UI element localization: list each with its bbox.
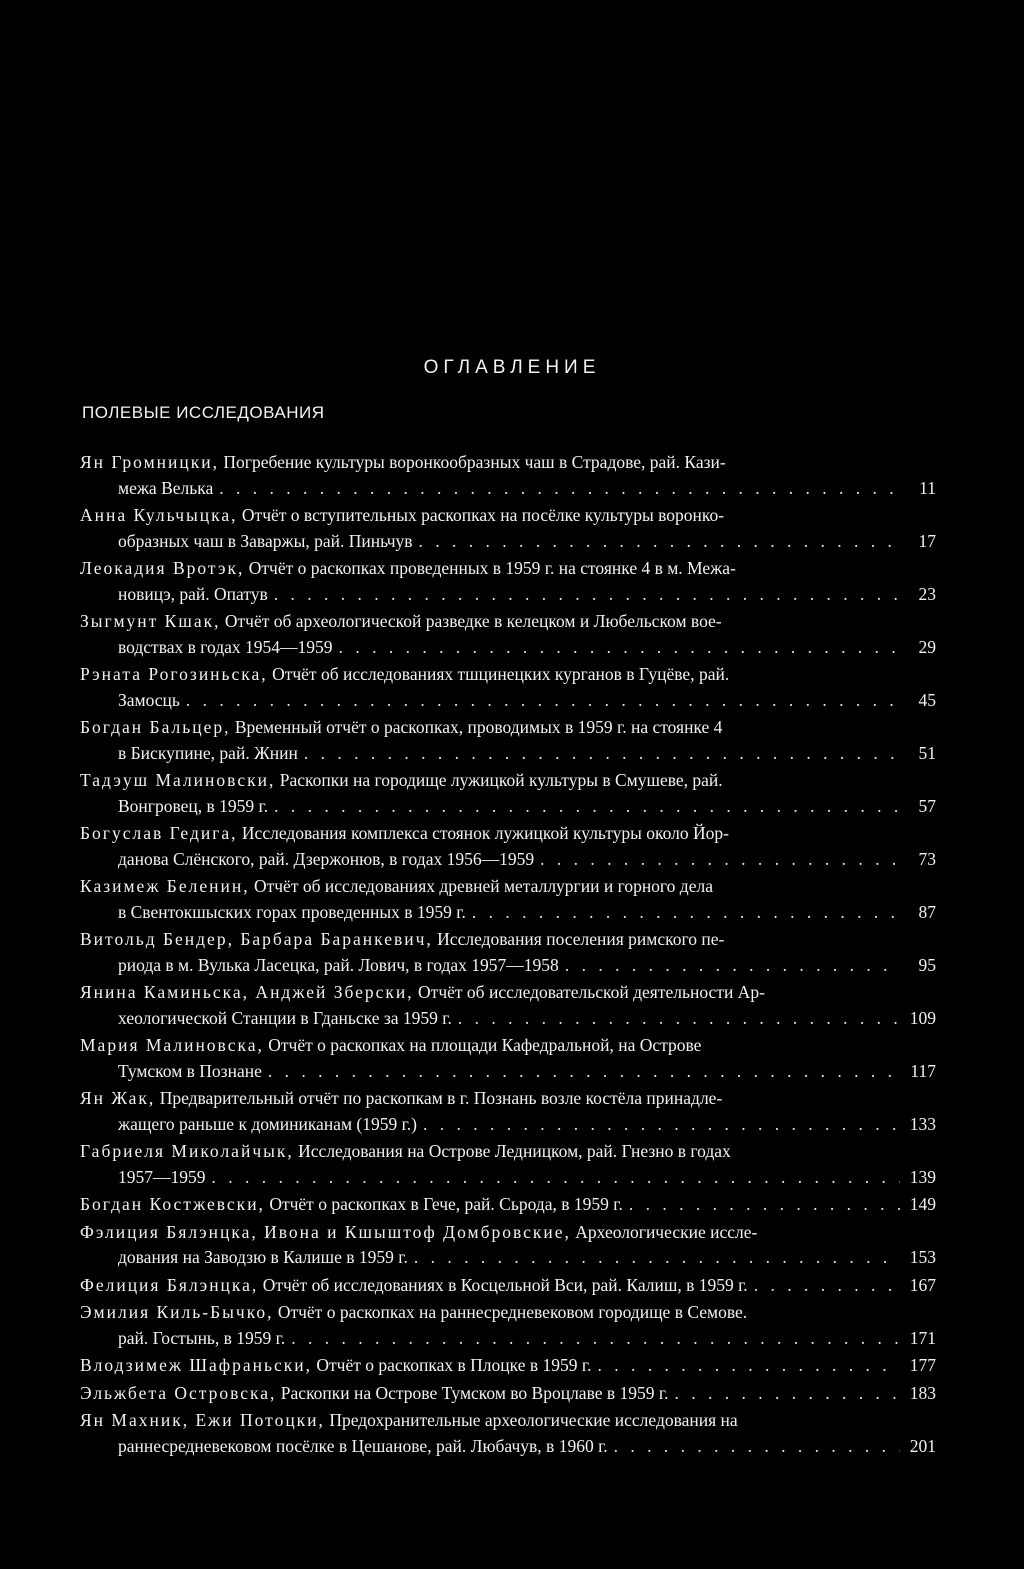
- toc-entry[interactable]: [80, 1381, 936, 1407]
- entry-author: Ян Громницки,: [80, 452, 220, 472]
- page-number: 149: [909, 1194, 936, 1214]
- entry-author: Зыгмунт Кшак,: [80, 611, 221, 631]
- dot-leader: [219, 476, 900, 502]
- entry-title-end: рай. Гостынь, в 1959 г.: [118, 1327, 286, 1348]
- entry-title-end: дования на Заводзю в Калише в 1959 г.: [118, 1247, 408, 1267]
- page-number: 29: [918, 636, 936, 657]
- dot-leader: [212, 1165, 901, 1191]
- entry-title-end: раннесредневековом посёлке в Цешанове, рай. Любачув, в 1960 г.: [118, 1435, 608, 1456]
- entry-title-end: жащего раньше к доминиканам (1959 г.): [118, 1113, 418, 1134]
- toc-entry[interactable]: [80, 874, 936, 925]
- dot-leader: [565, 953, 900, 979]
- toc-entry[interactable]: [80, 1192, 936, 1218]
- entry-title: Исследования комплекса стоянок лужицкой культуры около Йор-: [241, 823, 729, 843]
- page-number: 45: [918, 689, 936, 710]
- dot-leader: [423, 1112, 900, 1138]
- entry-title-end: данова Слёнского, рай. Дзержонюв, в годах 1956—1959: [118, 848, 535, 869]
- dot-leader: [339, 635, 900, 661]
- dot-leader: [674, 1381, 900, 1407]
- entry-author: Анна Кульчыцка,: [80, 505, 238, 525]
- entry-title-end: новицэ, рай. Опатув: [118, 583, 268, 604]
- entry-author: Богуслав Гедига,: [80, 823, 238, 843]
- page-number: 57: [918, 795, 936, 816]
- entry-title: Отчёт о вступительных раскопках на посёлке культуры воронко-: [241, 505, 725, 525]
- entry-title: Временный отчёт о раскопках, проводимых в 1959 г. на стоянке 4: [234, 717, 723, 737]
- entry-title-end: в Свентокшыских горах проведенных в 1959 г.: [118, 901, 466, 922]
- entry-author: Рэната Рогозиньска,: [80, 664, 268, 684]
- toc-entry[interactable]: [80, 1353, 936, 1379]
- dot-leader: [268, 1059, 900, 1085]
- entry-author: Мария Малиновска,: [80, 1035, 264, 1055]
- table-of-contents: [80, 450, 936, 1461]
- toc-entry[interactable]: [80, 1300, 936, 1351]
- page-number: 139: [909, 1166, 936, 1187]
- entry-title: Отчёт о раскопках на площади Кафедральной, на Острове: [268, 1035, 702, 1055]
- entry-author: Ян Махник, Ежи Потоцки,: [80, 1410, 325, 1430]
- entry-author: Фелиция Бялэнцка,: [80, 1274, 259, 1295]
- entry-title-end: Тумском в Познане: [118, 1060, 262, 1081]
- toc-entry[interactable]: [80, 1220, 936, 1271]
- dot-leader: [458, 1006, 900, 1032]
- dot-leader: [540, 847, 900, 873]
- page-number: 183: [909, 1382, 936, 1403]
- entry-title-end: образных чаш в Заваржы, рай. Пиньчув: [118, 530, 413, 551]
- dot-leader: [629, 1192, 900, 1218]
- toc-entry[interactable]: [80, 715, 936, 766]
- entry-title: Погребение культуры воронкообразных чаш в Страдове, рай. Кази-: [223, 452, 726, 472]
- entry-title: Отчёт о раскопках в Плоцке в 1959 г.: [316, 1355, 592, 1375]
- toc-entry[interactable]: [80, 556, 936, 607]
- entry-author: Эмилия Киль-Бычко,: [80, 1302, 274, 1322]
- page-number: 177: [909, 1355, 936, 1375]
- entry-title-end: в Бискупине, рай. Жнин: [118, 742, 298, 763]
- entry-title-end: риода в м. Вулька Ласецка, рай. Лович, в годах 1957—1958: [118, 954, 559, 975]
- entry-title-end: Замосць: [118, 689, 180, 710]
- entry-author: Витольд Бендер, Барбара Баранкевич,: [80, 929, 433, 949]
- toc-entry[interactable]: [80, 927, 936, 978]
- toc-entry[interactable]: [80, 1139, 936, 1190]
- dot-leader: [274, 582, 900, 608]
- entry-title: Отчёт о раскопках в Гече, рай. Сьрода, в 1959 г.: [269, 1194, 623, 1214]
- toc-entry[interactable]: [80, 1086, 936, 1137]
- entry-author: Тадэуш Малиновски,: [80, 770, 276, 790]
- dot-leader: [304, 741, 900, 767]
- page-number: 51: [918, 742, 936, 763]
- toc-entry[interactable]: [80, 503, 936, 554]
- page-number: 117: [910, 1060, 936, 1081]
- entry-title: Отчёт о раскопках на раннесредневековом городище в Семове.: [277, 1302, 748, 1322]
- entry-author: Эльжбета Островска,: [80, 1382, 277, 1403]
- toc-entry[interactable]: [80, 821, 936, 872]
- entry-title: Отчёт об исследовательской деятельности Ар-: [418, 982, 765, 1002]
- page-number: 73: [918, 848, 936, 869]
- dot-leader: [754, 1273, 900, 1299]
- toc-entry[interactable]: [80, 662, 936, 713]
- entry-title-end: межа Велька: [118, 477, 214, 498]
- entry-title: Отчёт об исследованиях в Косцельной Вси, рай. Калиш, в 1959 г.: [262, 1274, 748, 1295]
- dot-leader: [291, 1326, 900, 1352]
- dot-leader: [597, 1353, 900, 1379]
- dot-leader: [419, 529, 900, 555]
- toc-entry[interactable]: [80, 1033, 936, 1084]
- entry-title: Предохранительные археологические исследования на: [329, 1410, 738, 1430]
- page-number: 87: [918, 901, 936, 922]
- entry-title: Отчёт об исследованиях тшцинецких курганов в Гуцёве, рай.: [272, 664, 730, 684]
- entry-title: Раскопки на Острове Тумском во Вроцлаве в 1959 г.: [280, 1382, 669, 1403]
- entry-title: Исследования на Острове Ледницком, рай. Гнезно в годах: [298, 1141, 731, 1161]
- entry-title: Отчёт об археологической разведке в келецком и Любельском вое-: [224, 611, 722, 631]
- dot-leader: [274, 794, 900, 820]
- dot-leader: [472, 900, 900, 926]
- entry-title: Отчёт о раскопках проведенных в 1959 г. на стоянке 4 в м. Межа-: [248, 558, 736, 578]
- entry-title-end: 1957—1959: [118, 1166, 206, 1187]
- entry-title: Археологические иссле-: [575, 1221, 758, 1242]
- page-title: ОГЛАВЛЕНИЕ: [423, 357, 601, 378]
- entry-author: Янина Каминьска, Анджей Зберски,: [80, 982, 414, 1002]
- toc-entry[interactable]: [80, 1273, 936, 1299]
- toc-entry[interactable]: [80, 450, 936, 501]
- entry-author: Богдан Бальцер,: [80, 717, 231, 737]
- page-number: 133: [909, 1113, 936, 1134]
- page-number: 167: [909, 1274, 936, 1295]
- entry-author: Богдан Костжевски,: [80, 1194, 265, 1214]
- entry-title-end: хеологической Станции в Гданьске за 1959 г.: [118, 1007, 452, 1028]
- section-heading: ПОЛЕВЫЕ ИССЛЕДОВАНИЯ: [82, 403, 325, 422]
- page-number: 11: [919, 477, 936, 498]
- entry-author: Ян Жак,: [80, 1088, 156, 1108]
- entry-title: Предварительный отчёт по раскопкам в г. Познань возле костёла принадле-: [159, 1088, 723, 1108]
- entry-author: Влодзимеж Шафраньски,: [80, 1355, 312, 1375]
- page-number: 95: [918, 954, 936, 975]
- entry-author: Габриеля Миколайчык,: [80, 1141, 294, 1161]
- entry-title: Отчёт об исследованиях древней металлургии и горного дела: [253, 876, 713, 896]
- entry-author: Леокадия Вротэк,: [80, 558, 245, 578]
- dot-leader: [186, 688, 900, 714]
- page-number: 17: [918, 530, 936, 551]
- entry-title: Раскопки на городище лужицкой культуры в Смушеве, рай.: [279, 770, 723, 790]
- page-number: 171: [909, 1327, 936, 1348]
- dot-leader: [614, 1434, 900, 1460]
- page-number: 109: [909, 1007, 936, 1028]
- toc-entry[interactable]: [80, 609, 936, 660]
- page-number: 153: [909, 1247, 936, 1267]
- toc-entry[interactable]: [80, 1408, 936, 1459]
- entry-title-end: Вонгровец, в 1959 г.: [118, 795, 269, 816]
- entry-title: Исследования поселения римского пе-: [437, 929, 725, 949]
- entry-title-end: водствах в годах 1954—1959: [118, 636, 333, 657]
- page-number: 23: [918, 583, 936, 604]
- entry-author: Фэлиция Бялэнцка, Ивона и Кшыштоф Домбровские,: [80, 1221, 571, 1242]
- page-number: 201: [909, 1435, 936, 1456]
- entry-author: Казимеж Беленин,: [80, 876, 250, 896]
- toc-entry[interactable]: [80, 768, 936, 819]
- toc-entry[interactable]: [80, 980, 936, 1031]
- dot-leader: [414, 1245, 900, 1271]
